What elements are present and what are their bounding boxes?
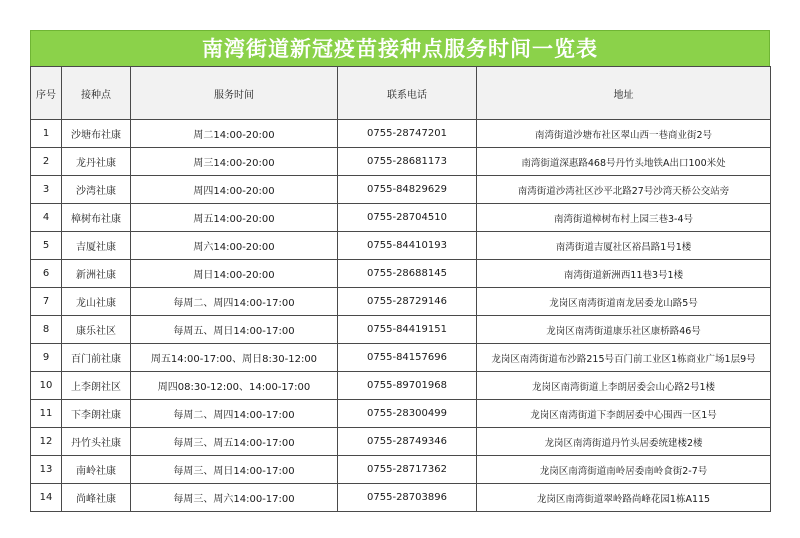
phone-cell: 0755-28729146 bbox=[338, 288, 477, 316]
address-cell: 龙岗区南湾街道上李朗居委会山心路2号1楼 bbox=[477, 372, 771, 400]
service-time-cell: 周四08:30-12:00、14:00-17:00 bbox=[131, 372, 338, 400]
service-time-cell: 周三14:00-20:00 bbox=[131, 148, 338, 176]
header-address: 地址 bbox=[477, 67, 771, 120]
table-row bbox=[31, 484, 771, 512]
service-time-cell: 每周三、周六14:00-17:00 bbox=[131, 484, 338, 512]
phone-cell: 0755-84157696 bbox=[338, 344, 477, 372]
address-cell: 龙岗区南湾街道南龙居委龙山路5号 bbox=[477, 288, 771, 316]
site-name-cell: 丹竹头社康 bbox=[62, 428, 131, 456]
address-cell: 龙岗区南湾街道康乐社区康桥路46号 bbox=[477, 316, 771, 344]
site-name-cell: 上李朗社区 bbox=[62, 372, 131, 400]
table-row bbox=[31, 316, 771, 344]
row-number-cell: 1 bbox=[31, 120, 62, 148]
address-cell: 南湾街道新洲西11巷3号1楼 bbox=[477, 260, 771, 288]
row-number-cell: 13 bbox=[31, 456, 62, 484]
phone-cell: 0755-84410193 bbox=[338, 232, 477, 260]
header-time: 服务时间 bbox=[131, 67, 338, 120]
phone-cell: 0755-28688145 bbox=[338, 260, 477, 288]
row-number-cell: 2 bbox=[31, 148, 62, 176]
service-time-cell: 周五14:00-20:00 bbox=[131, 204, 338, 232]
service-time-cell: 每周三、周日14:00-17:00 bbox=[131, 456, 338, 484]
phone-cell: 0755-28704510 bbox=[338, 204, 477, 232]
table-row bbox=[31, 176, 771, 204]
header-no: 序号 bbox=[31, 67, 62, 120]
phone-cell: 0755-84419151 bbox=[338, 316, 477, 344]
address-cell: 南湾街道吉厦社区裕昌路1号1楼 bbox=[477, 232, 771, 260]
address-cell: 龙岗区南湾街道下李朗居委中心围西一区1号 bbox=[477, 400, 771, 428]
service-time-cell: 周四14:00-20:00 bbox=[131, 176, 338, 204]
address-cell: 龙岗区南湾街道翠岭路尚峰花园1栋A115 bbox=[477, 484, 771, 512]
address-cell: 南湾街道沙湾社区沙平北路27号沙湾天桥公交站旁 bbox=[477, 176, 771, 204]
table-row bbox=[31, 400, 771, 428]
service-time-cell: 每周三、周五14:00-17:00 bbox=[131, 428, 338, 456]
row-number-cell: 6 bbox=[31, 260, 62, 288]
phone-cell: 0755-28747201 bbox=[338, 120, 477, 148]
service-time-cell: 周二14:00-20:00 bbox=[131, 120, 338, 148]
table-row bbox=[31, 372, 771, 400]
row-number-cell: 7 bbox=[31, 288, 62, 316]
phone-cell: 0755-28703896 bbox=[338, 484, 477, 512]
header-row bbox=[31, 67, 771, 120]
header-site: 接种点 bbox=[62, 67, 131, 120]
header-phone: 联系电话 bbox=[338, 67, 477, 120]
site-name-cell: 沙塘布社康 bbox=[62, 120, 131, 148]
service-time-cell: 周五14:00-17:00、周日8:30-12:00 bbox=[131, 344, 338, 372]
service-time-cell: 每周二、周四14:00-17:00 bbox=[131, 288, 338, 316]
phone-cell: 0755-28300499 bbox=[338, 400, 477, 428]
table-row bbox=[31, 456, 771, 484]
site-name-cell: 百门前社康 bbox=[62, 344, 131, 372]
phone-cell: 0755-89701968 bbox=[338, 372, 477, 400]
address-cell: 南湾街道深惠路468号丹竹头地铁A出口100米处 bbox=[477, 148, 771, 176]
phone-cell: 0755-84829629 bbox=[338, 176, 477, 204]
site-name-cell: 吉厦社康 bbox=[62, 232, 131, 260]
service-time-cell: 周日14:00-20:00 bbox=[131, 260, 338, 288]
phone-cell: 0755-28717362 bbox=[338, 456, 477, 484]
row-number-cell: 11 bbox=[31, 400, 62, 428]
site-name-cell: 樟树布社康 bbox=[62, 204, 131, 232]
table-row bbox=[31, 204, 771, 232]
row-number-cell: 12 bbox=[31, 428, 62, 456]
site-name-cell: 新洲社康 bbox=[62, 260, 131, 288]
row-number-cell: 10 bbox=[31, 372, 62, 400]
site-name-cell: 康乐社区 bbox=[62, 316, 131, 344]
site-name-cell: 下李朗社康 bbox=[62, 400, 131, 428]
site-name-cell: 龙丹社康 bbox=[62, 148, 131, 176]
row-number-cell: 5 bbox=[31, 232, 62, 260]
site-name-cell: 尚峰社康 bbox=[62, 484, 131, 512]
site-name-cell: 南岭社康 bbox=[62, 456, 131, 484]
page-title: 南湾街道新冠疫苗接种点服务时间一览表 bbox=[30, 30, 770, 66]
table-row bbox=[31, 260, 771, 288]
address-cell: 南湾街道沙塘布社区翠山西一巷商业街2号 bbox=[477, 120, 771, 148]
service-time-cell: 每周二、周四14:00-17:00 bbox=[131, 400, 338, 428]
table-row bbox=[31, 288, 771, 316]
table-row bbox=[31, 344, 771, 372]
address-cell: 龙岗区南湾街道南岭居委南岭食街2-7号 bbox=[477, 456, 771, 484]
site-name-cell: 龙山社康 bbox=[62, 288, 131, 316]
address-cell: 龙岗区南湾街道丹竹头居委统建楼2楼 bbox=[477, 428, 771, 456]
service-time-cell: 每周五、周日14:00-17:00 bbox=[131, 316, 338, 344]
table-row bbox=[31, 232, 771, 260]
phone-cell: 0755-28749346 bbox=[338, 428, 477, 456]
table-row bbox=[31, 120, 771, 148]
address-cell: 南湾街道樟树布村上园三巷3-4号 bbox=[477, 204, 771, 232]
schedule-sheet bbox=[30, 30, 770, 512]
schedule-table bbox=[30, 66, 771, 512]
table-row bbox=[31, 428, 771, 456]
row-number-cell: 3 bbox=[31, 176, 62, 204]
row-number-cell: 4 bbox=[31, 204, 62, 232]
site-name-cell: 沙湾社康 bbox=[62, 176, 131, 204]
row-number-cell: 8 bbox=[31, 316, 62, 344]
phone-cell: 0755-28681173 bbox=[338, 148, 477, 176]
address-cell: 龙岗区南湾街道布沙路215号百门前工业区1栋商业广场1层9号 bbox=[477, 344, 771, 372]
service-time-cell: 周六14:00-20:00 bbox=[131, 232, 338, 260]
row-number-cell: 9 bbox=[31, 344, 62, 372]
row-number-cell: 14 bbox=[31, 484, 62, 512]
table-row bbox=[31, 148, 771, 176]
